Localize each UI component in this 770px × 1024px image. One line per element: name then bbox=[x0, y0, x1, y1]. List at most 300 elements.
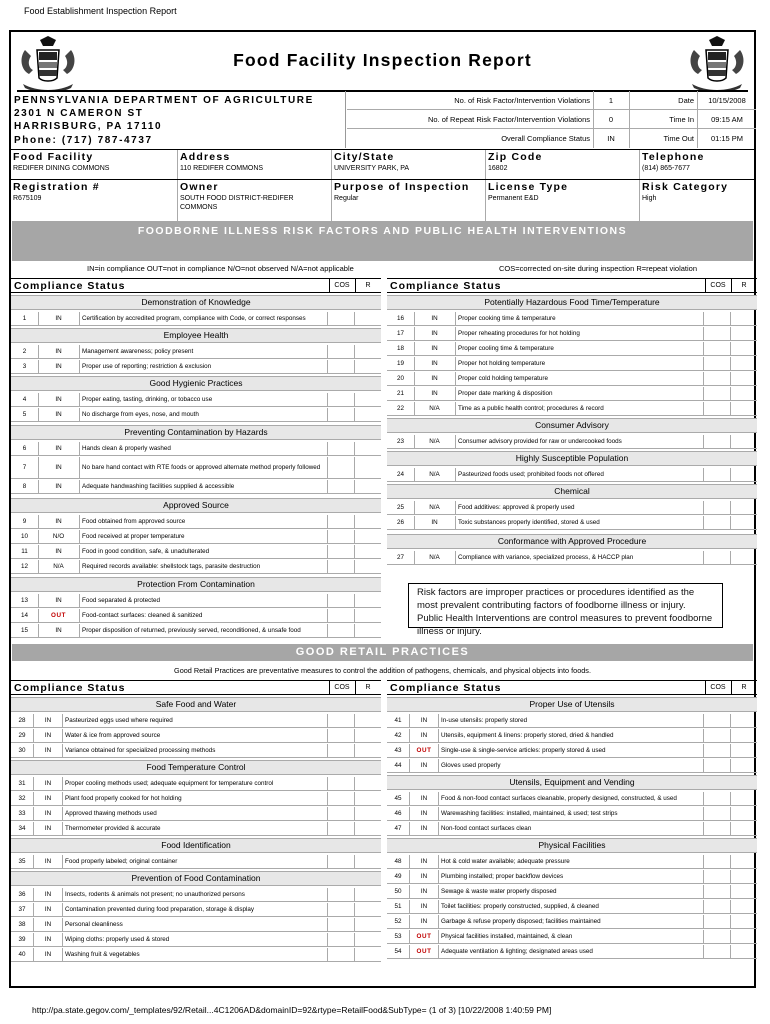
cos-checkbox[interactable] bbox=[703, 516, 730, 529]
repeat-checkbox[interactable] bbox=[354, 807, 381, 820]
cos-checkbox[interactable] bbox=[703, 387, 730, 400]
item-number: 24 bbox=[396, 471, 404, 478]
cos-checkbox[interactable] bbox=[703, 744, 730, 757]
item-description: Time as a public health control; procedures & record bbox=[455, 402, 703, 415]
item-number: 9 bbox=[22, 518, 27, 525]
inspection-item-row bbox=[11, 855, 381, 869]
stat-value: 0 bbox=[608, 115, 614, 124]
item-description: Proper cold holding temperature bbox=[455, 372, 703, 385]
repeat-checkbox[interactable] bbox=[730, 372, 757, 385]
inspection-item-row bbox=[387, 759, 757, 773]
inspection-item-row bbox=[11, 594, 381, 608]
repeat-checkbox[interactable] bbox=[730, 516, 757, 529]
repeat-checkbox[interactable] bbox=[730, 930, 757, 943]
good-retail-band: GOOD RETAIL PRACTICES bbox=[12, 644, 753, 661]
item-number: 40 bbox=[18, 951, 26, 958]
item-description: Plant food properly cooked for hot holding bbox=[62, 792, 327, 805]
repeat-checkbox[interactable] bbox=[354, 345, 381, 358]
repeat-checkbox[interactable] bbox=[730, 435, 757, 448]
item-description: Food received at proper temperature bbox=[79, 530, 327, 543]
item-number: 45 bbox=[394, 795, 402, 802]
item-number: 19 bbox=[396, 360, 404, 367]
cos-checkbox[interactable] bbox=[327, 822, 354, 835]
zip-code-cell: Zip Code 16802 bbox=[485, 150, 639, 179]
stat-label: No. of Risk Factor/Intervention Violations bbox=[454, 96, 590, 105]
item-status: IN bbox=[38, 594, 78, 607]
item-number: 37 bbox=[18, 906, 26, 913]
inspection-item-row bbox=[11, 903, 381, 917]
owner-cell: Owner SOUTH FOOD DISTRICT-REDIFER COMMONS bbox=[177, 180, 331, 221]
repeat-checkbox[interactable] bbox=[354, 855, 381, 868]
section-header: Good Hygienic Practices bbox=[11, 376, 381, 391]
inspection-item-row bbox=[387, 744, 757, 758]
item-number: 32 bbox=[18, 795, 26, 802]
cos-checkbox[interactable] bbox=[327, 594, 354, 607]
item-status: IN bbox=[33, 888, 62, 901]
item-number: 16 bbox=[396, 315, 404, 322]
section-header: Demonstration of Knowledge bbox=[11, 295, 381, 310]
inspection-item-row bbox=[387, 855, 757, 869]
cos-checkbox[interactable] bbox=[327, 744, 354, 757]
cos-checkbox[interactable] bbox=[703, 435, 730, 448]
item-status: IN bbox=[33, 777, 62, 790]
cos-column-label: COS bbox=[710, 684, 726, 691]
repeat-checkbox[interactable] bbox=[354, 918, 381, 931]
stat-label: Overall Compliance Status bbox=[501, 134, 590, 143]
cos-checkbox[interactable] bbox=[327, 442, 354, 455]
risk-category-cell: Risk Category High bbox=[639, 180, 756, 221]
inspection-item-row bbox=[11, 714, 381, 728]
cos-checkbox[interactable] bbox=[703, 342, 730, 355]
cos-checkbox[interactable] bbox=[327, 408, 354, 421]
item-number: 43 bbox=[394, 747, 402, 754]
item-number: 29 bbox=[18, 732, 26, 739]
inspection-item-row bbox=[387, 516, 757, 530]
inspection-item-row bbox=[11, 918, 381, 932]
department-city: HARRISBURG, PA 17110 bbox=[14, 121, 163, 133]
item-status: IN bbox=[409, 885, 438, 898]
time-label: Time In bbox=[669, 115, 694, 124]
item-description: Approved thawing methods used bbox=[62, 807, 327, 820]
department-street: 2301 N CAMERON ST bbox=[14, 108, 144, 120]
cos-checkbox[interactable] bbox=[327, 855, 354, 868]
section-header: Utensils, Equipment and Vending bbox=[387, 775, 757, 790]
item-description: Proper eating, tasting, drinking, or tobacco use bbox=[79, 393, 327, 406]
repeat-checkbox[interactable] bbox=[730, 327, 757, 340]
r-column-label: R bbox=[365, 684, 371, 691]
inspection-item-row bbox=[11, 515, 381, 529]
repeat-checkbox[interactable] bbox=[354, 609, 381, 622]
cos-checkbox[interactable] bbox=[703, 855, 730, 868]
item-description: Variance obtained for specialized processing methods bbox=[62, 744, 327, 757]
cos-checkbox[interactable] bbox=[703, 714, 730, 727]
cos-checkbox[interactable] bbox=[703, 551, 730, 564]
repeat-checkbox[interactable] bbox=[730, 822, 757, 835]
compliance-status-label: Compliance Status bbox=[14, 280, 126, 292]
item-status: IN bbox=[414, 342, 454, 355]
cos-checkbox[interactable] bbox=[327, 545, 354, 558]
item-status: IN bbox=[409, 792, 438, 805]
cos-checkbox[interactable] bbox=[327, 360, 354, 373]
item-description: Compliance with variance, specialized process, & HACCP plan bbox=[455, 551, 703, 564]
stat-label: No. of Repeat Risk Factor/Intervention Violations bbox=[427, 115, 590, 124]
repeat-checkbox[interactable] bbox=[354, 888, 381, 901]
repeat-checkbox[interactable] bbox=[730, 402, 757, 415]
item-status: IN bbox=[38, 442, 78, 455]
repeat-checkbox[interactable] bbox=[354, 515, 381, 528]
repeat-checkbox[interactable] bbox=[354, 777, 381, 790]
inspection-item-row bbox=[11, 744, 381, 758]
time-label: Date bbox=[678, 96, 694, 105]
cos-checkbox[interactable] bbox=[327, 888, 354, 901]
item-description: Required records available: shellstock tags, parasite destruction bbox=[79, 560, 327, 573]
item-description: Contamination prevented during food preparation, storage & display bbox=[62, 903, 327, 916]
item-status: N/O bbox=[38, 530, 78, 543]
item-status: IN bbox=[38, 457, 78, 478]
repeat-checkbox[interactable] bbox=[730, 915, 757, 928]
section-header: Protection From Contamination bbox=[11, 577, 381, 592]
cos-checkbox[interactable] bbox=[703, 372, 730, 385]
repeat-checkbox[interactable] bbox=[730, 312, 757, 325]
item-description: Adequate ventilation & lighting; designated areas used bbox=[438, 945, 703, 958]
inspection-item-row bbox=[11, 624, 381, 638]
section-header: Proper Use of Utensils bbox=[387, 697, 757, 712]
repeat-checkbox[interactable] bbox=[354, 729, 381, 742]
item-description: No discharge from eyes, nose, and mouth bbox=[79, 408, 327, 421]
inspection-item-row bbox=[11, 345, 381, 359]
item-description: Pasteurized eggs used where required bbox=[62, 714, 327, 727]
repeat-checkbox[interactable] bbox=[354, 442, 381, 455]
footer-url: http://pa.state.gegov.com/_templates/92/Retail...4C1206AD&domainID=92&rtype=RetailFood&SubType= (1 of 3) [10/22/2008 1:40:59 PM] bbox=[32, 1005, 552, 1015]
repeat-checkbox[interactable] bbox=[354, 393, 381, 406]
item-number: 52 bbox=[394, 918, 402, 925]
repeat-checkbox[interactable] bbox=[730, 807, 757, 820]
cos-checkbox[interactable] bbox=[703, 900, 730, 913]
item-description: Washing fruit & vegetables bbox=[62, 948, 327, 961]
repeat-checkbox[interactable] bbox=[354, 744, 381, 757]
item-description: Gloves used properly bbox=[438, 759, 703, 772]
cos-checkbox[interactable] bbox=[703, 807, 730, 820]
cos-checkbox[interactable] bbox=[703, 945, 730, 958]
repeat-checkbox[interactable] bbox=[354, 545, 381, 558]
item-description: Sewage & waste water properly disposed bbox=[438, 885, 703, 898]
repeat-checkbox[interactable] bbox=[730, 885, 757, 898]
item-description: Proper cooling methods used; adequate equipment for temperature control bbox=[62, 777, 327, 790]
inspection-item-row bbox=[387, 435, 757, 449]
cos-checkbox[interactable] bbox=[327, 609, 354, 622]
cos-checkbox[interactable] bbox=[327, 729, 354, 742]
cos-checkbox[interactable] bbox=[327, 312, 354, 325]
cos-checkbox[interactable] bbox=[327, 345, 354, 358]
purpose-cell: Purpose of Inspection Regular bbox=[331, 180, 485, 221]
cos-checkbox[interactable] bbox=[327, 530, 354, 543]
item-status: OUT bbox=[38, 609, 78, 622]
item-description: Proper date marking & disposition bbox=[455, 387, 703, 400]
cos-checkbox[interactable] bbox=[703, 729, 730, 742]
item-status: IN bbox=[33, 822, 62, 835]
item-number: 50 bbox=[394, 888, 402, 895]
section-header: Conformance with Approved Procedure bbox=[387, 534, 757, 549]
section-header: Consumer Advisory bbox=[387, 418, 757, 433]
r-column-label: R bbox=[741, 684, 747, 691]
repeat-checkbox[interactable] bbox=[730, 729, 757, 742]
repeat-checkbox[interactable] bbox=[730, 900, 757, 913]
browser-title: Food Establishment Inspection Report bbox=[24, 6, 177, 16]
item-description: Pasteurized foods used; prohibited foods not offered bbox=[455, 468, 703, 481]
inspection-item-row bbox=[11, 888, 381, 902]
item-description: Plumbing installed; proper backflow devices bbox=[438, 870, 703, 883]
item-status: IN bbox=[414, 387, 454, 400]
cos-column-label: COS bbox=[710, 282, 726, 289]
inspection-item-row bbox=[387, 387, 757, 401]
cos-checkbox[interactable] bbox=[703, 468, 730, 481]
inspection-item-row bbox=[387, 342, 757, 356]
inspection-item-row bbox=[387, 885, 757, 899]
inspection-item-row bbox=[387, 357, 757, 371]
item-number: 46 bbox=[394, 810, 402, 817]
report-frame bbox=[9, 30, 756, 988]
repeat-checkbox[interactable] bbox=[730, 551, 757, 564]
item-status: IN bbox=[414, 372, 454, 385]
item-number: 3 bbox=[22, 363, 27, 370]
item-description: Insects, rodents & animals not present; no unauthorized persons bbox=[62, 888, 327, 901]
department-name: PENNSYLVANIA DEPARTMENT OF AGRICULTURE bbox=[14, 95, 314, 106]
cos-checkbox[interactable] bbox=[327, 918, 354, 931]
inspection-item-row bbox=[11, 530, 381, 544]
repeat-checkbox[interactable] bbox=[730, 387, 757, 400]
inspection-item-row bbox=[387, 807, 757, 821]
cos-checkbox[interactable] bbox=[327, 933, 354, 946]
food-facility-cell: Food Facility REDIFER DINING COMMONS bbox=[13, 151, 110, 172]
cos-checkbox[interactable] bbox=[327, 560, 354, 573]
inspection-item-row bbox=[11, 792, 381, 806]
item-description: Food obtained from approved source bbox=[79, 515, 327, 528]
compliance-status-header bbox=[387, 278, 757, 293]
inspection-item-row bbox=[387, 551, 757, 565]
inspection-item-row bbox=[387, 915, 757, 929]
cos-checkbox[interactable] bbox=[327, 480, 354, 493]
item-description: Food-contact surfaces: cleaned & sanitized bbox=[79, 609, 327, 622]
item-status: IN bbox=[33, 918, 62, 931]
repeat-checkbox[interactable] bbox=[730, 357, 757, 370]
item-number: 42 bbox=[394, 732, 402, 739]
cos-checkbox[interactable] bbox=[703, 402, 730, 415]
cos-checkbox[interactable] bbox=[327, 777, 354, 790]
item-number: 36 bbox=[18, 891, 26, 898]
cos-checkbox[interactable] bbox=[327, 714, 354, 727]
inspection-item-row bbox=[387, 900, 757, 914]
item-status: IN bbox=[414, 516, 454, 529]
cos-checkbox[interactable] bbox=[327, 903, 354, 916]
repeat-checkbox[interactable] bbox=[354, 408, 381, 421]
cos-checkbox[interactable] bbox=[703, 930, 730, 943]
item-number: 44 bbox=[394, 762, 402, 769]
telephone-cell: Telephone (814) 865-7677 bbox=[639, 150, 756, 179]
item-status: IN bbox=[409, 759, 438, 772]
item-status: IN bbox=[33, 903, 62, 916]
item-description: Proper hot holding temperature bbox=[455, 357, 703, 370]
compliance-status-label: Compliance Status bbox=[14, 682, 126, 694]
repeat-checkbox[interactable] bbox=[354, 560, 381, 573]
compliance-status-label: Compliance Status bbox=[390, 280, 502, 292]
repeat-checkbox[interactable] bbox=[730, 714, 757, 727]
repeat-checkbox[interactable] bbox=[354, 457, 381, 478]
section-header: Food Identification bbox=[11, 838, 381, 853]
inspection-item-row bbox=[387, 930, 757, 944]
repeat-checkbox[interactable] bbox=[730, 759, 757, 772]
repeat-checkbox[interactable] bbox=[730, 870, 757, 883]
repeat-checkbox[interactable] bbox=[730, 501, 757, 514]
item-status: IN bbox=[38, 480, 78, 493]
item-status: IN bbox=[33, 855, 62, 868]
repeat-checkbox[interactable] bbox=[354, 822, 381, 835]
cos-checkbox[interactable] bbox=[327, 624, 354, 637]
cos-checkbox[interactable] bbox=[327, 807, 354, 820]
repeat-checkbox[interactable] bbox=[354, 624, 381, 637]
item-status: IN bbox=[38, 515, 78, 528]
registration-cell: Registration # R675109 bbox=[13, 181, 100, 202]
item-status: IN bbox=[33, 744, 62, 757]
repeat-checkbox[interactable] bbox=[730, 342, 757, 355]
inspection-item-row bbox=[387, 402, 757, 416]
repeat-checkbox[interactable] bbox=[354, 360, 381, 373]
compliance-status-label: Compliance Status bbox=[390, 682, 502, 694]
stat-row-violations bbox=[347, 91, 756, 110]
item-description: Proper cooking time & temperature bbox=[455, 312, 703, 325]
item-number: 6 bbox=[22, 445, 27, 452]
item-number: 23 bbox=[396, 438, 404, 445]
inspection-item-row bbox=[11, 560, 381, 574]
item-status: N/A bbox=[414, 551, 454, 564]
inspection-item-row bbox=[11, 609, 381, 623]
inspection-item-row bbox=[11, 807, 381, 821]
repeat-checkbox[interactable] bbox=[354, 933, 381, 946]
repeat-checkbox[interactable] bbox=[354, 948, 381, 961]
item-status: IN bbox=[33, 948, 62, 961]
cos-checkbox[interactable] bbox=[703, 327, 730, 340]
item-status: IN bbox=[38, 393, 78, 406]
r-column-label: R bbox=[365, 282, 371, 289]
cos-checkbox[interactable] bbox=[327, 393, 354, 406]
cos-checkbox[interactable] bbox=[327, 792, 354, 805]
stat-value: IN bbox=[607, 134, 615, 143]
inspection-item-row bbox=[387, 822, 757, 836]
repeat-checkbox[interactable] bbox=[730, 855, 757, 868]
item-status: IN bbox=[33, 933, 62, 946]
item-number: 22 bbox=[396, 405, 404, 412]
cos-checkbox[interactable] bbox=[327, 948, 354, 961]
inspection-item-row bbox=[387, 372, 757, 386]
item-number: 47 bbox=[394, 825, 402, 832]
item-number: 11 bbox=[21, 548, 28, 555]
cos-column-label: COS bbox=[334, 282, 350, 289]
item-number: 49 bbox=[394, 873, 402, 880]
cos-checkbox[interactable] bbox=[703, 501, 730, 514]
repeat-checkbox[interactable] bbox=[354, 594, 381, 607]
item-number: 31 bbox=[18, 780, 26, 787]
inspection-item-row bbox=[387, 468, 757, 482]
item-status: IN bbox=[33, 714, 62, 727]
cos-checkbox[interactable] bbox=[703, 357, 730, 370]
item-number: 4 bbox=[22, 396, 27, 403]
item-number: 2 bbox=[22, 348, 27, 355]
item-description: Non-food contact surfaces clean bbox=[438, 822, 703, 835]
item-description: Water & ice from approved source bbox=[62, 729, 327, 742]
stat-row-repeat bbox=[347, 110, 756, 129]
item-number: 13 bbox=[20, 597, 28, 604]
repeat-checkbox[interactable] bbox=[354, 792, 381, 805]
registration-info-row bbox=[11, 179, 754, 221]
item-description: Proper reheating procedures for hot holding bbox=[455, 327, 703, 340]
time-value: 09:15 AM bbox=[711, 115, 743, 124]
item-status: IN bbox=[33, 792, 62, 805]
item-status: IN bbox=[409, 855, 438, 868]
inspection-item-row bbox=[11, 360, 381, 374]
item-description: Proper use of reporting; restriction & exclusion bbox=[79, 360, 327, 373]
repeat-checkbox[interactable] bbox=[354, 312, 381, 325]
cos-checkbox[interactable] bbox=[703, 759, 730, 772]
cos-checkbox[interactable] bbox=[703, 915, 730, 928]
item-description: Hands clean & properly washed bbox=[79, 442, 327, 455]
repeat-checkbox[interactable] bbox=[354, 530, 381, 543]
item-number: 33 bbox=[18, 810, 26, 817]
cos-checkbox[interactable] bbox=[703, 312, 730, 325]
repeat-checkbox[interactable] bbox=[730, 945, 757, 958]
cos-checkbox[interactable] bbox=[703, 822, 730, 835]
department-block bbox=[14, 94, 347, 147]
cos-checkbox[interactable] bbox=[327, 515, 354, 528]
cos-checkbox[interactable] bbox=[327, 457, 354, 478]
item-description: Food & non-food contact surfaces cleanable, properly designed, constructed, & used bbox=[438, 792, 703, 805]
inspection-item-row bbox=[387, 792, 757, 806]
repeat-checkbox[interactable] bbox=[730, 792, 757, 805]
cos-column-label: COS bbox=[334, 684, 350, 691]
item-description: Single-use & single-service articles: properly stored & used bbox=[438, 744, 703, 757]
compliance-status-header bbox=[11, 278, 381, 293]
item-status: IN bbox=[38, 408, 78, 421]
item-description: Food separated & protected bbox=[79, 594, 327, 607]
repeat-checkbox[interactable] bbox=[354, 714, 381, 727]
item-number: 53 bbox=[394, 933, 402, 940]
repeat-checkbox[interactable] bbox=[354, 903, 381, 916]
compliance-status-header bbox=[387, 680, 757, 695]
item-description: Garbage & refuse properly disposed; facilities maintained bbox=[438, 915, 703, 928]
item-description: Management awareness; policy present bbox=[79, 345, 327, 358]
item-number: 27 bbox=[396, 554, 404, 561]
section-header: Safe Food and Water bbox=[11, 697, 381, 712]
repeat-checkbox[interactable] bbox=[730, 744, 757, 757]
item-number: 18 bbox=[396, 345, 404, 352]
item-description: Food in good condition, safe, & unadulterated bbox=[79, 545, 327, 558]
item-status: IN bbox=[409, 807, 438, 820]
repeat-checkbox[interactable] bbox=[354, 480, 381, 493]
section-header: Potentially Hazardous Food Time/Temperature bbox=[387, 295, 757, 310]
item-description: Food additives: approved & properly used bbox=[455, 501, 703, 514]
item-number: 21 bbox=[396, 390, 404, 397]
item-status: IN bbox=[38, 360, 78, 373]
cos-checkbox[interactable] bbox=[703, 885, 730, 898]
item-status: IN bbox=[409, 915, 438, 928]
cos-checkbox[interactable] bbox=[703, 792, 730, 805]
repeat-checkbox[interactable] bbox=[730, 468, 757, 481]
item-description: Certification by accredited program, compliance with Code, or correct responses bbox=[79, 312, 327, 325]
item-number: 35 bbox=[18, 858, 26, 865]
compliance-status-header bbox=[11, 680, 381, 695]
item-status: IN bbox=[33, 807, 62, 820]
stat-row-compliance bbox=[347, 129, 756, 148]
item-number: 8 bbox=[22, 483, 27, 490]
cos-checkbox[interactable] bbox=[703, 870, 730, 883]
